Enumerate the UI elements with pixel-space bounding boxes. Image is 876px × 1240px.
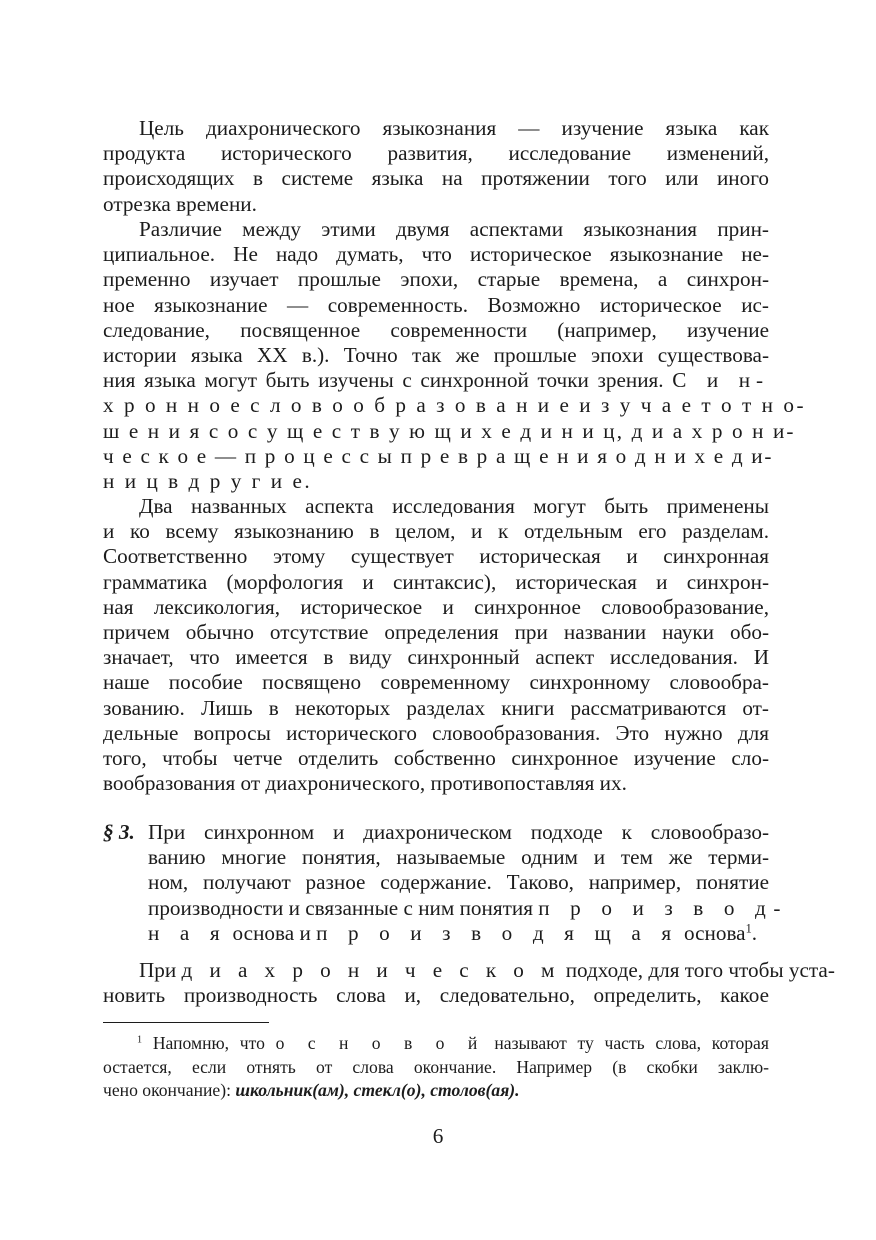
text-line bbox=[103, 958, 835, 983]
spaced-text: д и а х р о н и ч е с к о м bbox=[181, 958, 561, 982]
text-fragment: При bbox=[139, 958, 177, 982]
spaced-text: п р о и з в о д я щ а я bbox=[316, 920, 679, 945]
text-fragment: чено окончание): bbox=[103, 1080, 231, 1100]
spaced-text: п р о и з в о д- bbox=[538, 895, 789, 920]
spaced-text-line: х р о н н о е с л о в о о б р а з о в а н и е и з у ч а е т о т н о- bbox=[103, 393, 807, 418]
text-line: значает, что имеется в виду синхронный аспект исследования. И bbox=[103, 645, 769, 670]
text-line: новить производность слова и, следовательно, определить, какое bbox=[103, 983, 769, 1008]
text-line: грамматика (морфология и синтаксис), историческая и синхрон- bbox=[103, 569, 769, 594]
text-line: истории языка XX в.). Точно так же прошлые эпохи существова- bbox=[103, 343, 769, 368]
text-line: ном, получают разное содержание. Таково, например, понятие bbox=[148, 870, 769, 895]
text-line: Два названных аспекта исследования могут быть применены bbox=[139, 494, 769, 518]
text-line bbox=[148, 895, 789, 921]
text-line: наше пособие посвящено современному синхронному словообра- bbox=[103, 670, 769, 695]
footnote-number: 1 bbox=[137, 1034, 143, 1046]
footnote-line bbox=[103, 1032, 769, 1056]
paragraph-1 bbox=[103, 116, 769, 217]
text-line: При синхронном и диахроническом подходе к словообразо- bbox=[148, 820, 769, 844]
text-line: зованию. Лишь в некоторых разделах книги рассматриваются от- bbox=[103, 695, 769, 720]
text-line: того, чтобы четче отделить собственно синхронное изучение сло- bbox=[103, 746, 769, 771]
section-3-paragraph bbox=[148, 820, 789, 946]
text-line: происходящих в системе языка на протяжении того или иного bbox=[103, 166, 769, 191]
section-marker: § 3. bbox=[103, 820, 135, 844]
spaced-text-line: ш е н и я с о с у щ е с т в у ю щ и х е д и н и ц, д и а х р о н и- bbox=[103, 418, 796, 443]
spaced-text-line: н и ц в д р у г и е. bbox=[103, 469, 313, 494]
text-fragment: . bbox=[751, 920, 758, 945]
text-fragment: основа bbox=[232, 920, 295, 945]
text-line: следование, посвященное современности (например, изучение bbox=[103, 317, 769, 342]
text-line: причем обычно отсутствие определения при названии науки обо- bbox=[103, 620, 769, 645]
footnote-line: остается, если отнять от слова окончание. Например (в скобки заклю- bbox=[103, 1056, 769, 1077]
text-line: и ко всему языкознанию в целом, и к отдельным его разделам. bbox=[103, 519, 769, 544]
text-line: вообразования от диахронического, противопоставляя их. bbox=[103, 771, 627, 796]
text-line: ванию многие понятия, называемые одним и тем же терми- bbox=[148, 845, 769, 870]
text-fragment: и bbox=[299, 920, 311, 945]
footnote-divider bbox=[103, 1022, 269, 1023]
paragraph-4 bbox=[103, 958, 835, 1008]
text-fragment: называют ту часть слова, которая bbox=[494, 1033, 769, 1053]
text-fragment: ния языка могут быть изучены с синхронной точки зрения. bbox=[103, 368, 664, 393]
text-fragment: подходе, для того чтобы уста- bbox=[565, 958, 835, 982]
paragraph-2 bbox=[103, 217, 807, 494]
text-line: ная лексикология, историческое и синхронное словообразование, bbox=[103, 594, 769, 619]
spaced-text: н а я bbox=[148, 920, 228, 945]
footnote-ref[interactable]: 1 bbox=[745, 921, 752, 936]
text-line: Цель диахронического языкознания — изучение языка как bbox=[139, 116, 769, 140]
footnote-line bbox=[103, 1079, 769, 1103]
footnote bbox=[103, 1032, 769, 1103]
spaced-text: С и н- bbox=[672, 368, 770, 393]
text-fragment: Напомню, что bbox=[152, 1033, 265, 1053]
text-line: Различие между этими двумя аспектами языкознания прин- bbox=[139, 217, 769, 241]
text-line: пременно изучает прошлые эпохи, старые времена, а синхрон- bbox=[103, 267, 769, 292]
spaced-text-line: ч е с к о е — п р о ц е с с ы п р е в р а щ е н и я о д н и х е д и- bbox=[103, 443, 774, 468]
text-line: ципиальное. Не надо думать, что историческое языкознание не- bbox=[103, 242, 769, 267]
page-number: 6 bbox=[432, 1124, 444, 1148]
text-fragment: основа bbox=[684, 920, 746, 945]
text-line: отрезка времени. bbox=[103, 191, 257, 216]
spaced-text: о с н о в о й bbox=[275, 1033, 484, 1053]
example-words: школьник(ам), стекл(о), столов(ая) bbox=[235, 1080, 516, 1100]
paragraph-3 bbox=[103, 494, 769, 796]
text-line bbox=[103, 368, 769, 393]
text-line bbox=[148, 921, 769, 946]
text-fragment: производности и связанные с ним понятия bbox=[148, 895, 533, 920]
text-fragment: . bbox=[515, 1080, 520, 1100]
text-line: продукта исторического развития, исследование изменений, bbox=[103, 141, 769, 166]
text-line: Соответственно этому существует историческая и синхронная bbox=[103, 544, 769, 569]
text-line: дельные вопросы исторического словообразования. Это нужно для bbox=[103, 720, 769, 745]
text-line: ное языкознание — современность. Возможно историческое ис- bbox=[103, 292, 769, 317]
